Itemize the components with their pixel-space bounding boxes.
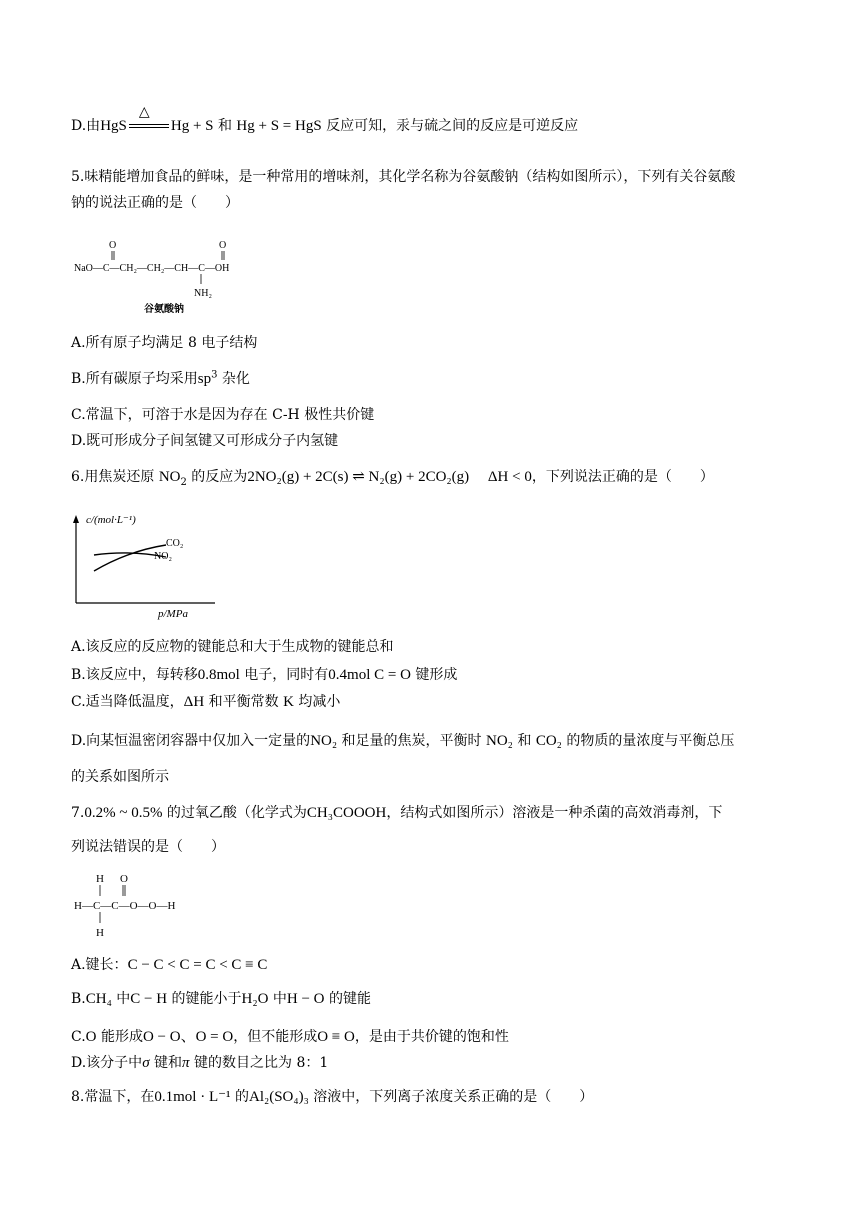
q5-option-d: D.既可形成分子间氢键又可形成分子内氢键 (71, 433, 339, 449)
svg-text:H: H (96, 873, 104, 885)
svg-text:NH₂: NH₂ (194, 288, 212, 299)
q5-option-a: A.所有原子均满足 8 电子结构 (71, 335, 258, 351)
q7-stem-line1: 7.0.2% ~ 0.5% 的过氧乙酸（化学式为CH₃COOOH，结构式如图所示）溶液是一种杀菌的高效消毒剂，下 (71, 805, 723, 821)
q7-stem-line2: 列说法错误的是（ ） (71, 839, 225, 855)
svg-text:O: O (120, 873, 128, 885)
q7-option-d: D.该分子中σ 键和π 键的数目之比为 8：1 (71, 1055, 329, 1071)
q5-option-c: C.常温下，可溶于水是因为存在 C-H 极性共价键 (71, 407, 375, 423)
q6-stem: 6.用焦炭还原 $NO_2$ 的反应为2NO₂(g) + 2C(s) ⇌ N₂(g) + 2CO₂(g) ΔH < 0，下列说法正确的是（ ） (71, 469, 714, 488)
q6-option-b: B.该反应中，每转移0.8mol 电子，同时有0.4mol C = O 键形成 (71, 667, 458, 683)
svg-text:H: H (96, 927, 104, 939)
y-axis-arrow (73, 515, 79, 523)
glutamate-structure (74, 236, 274, 316)
q7-option-a: A.键长：C − C < C = C < C ≡ C (71, 957, 268, 973)
y-axis-label: c/(mol·L⁻¹) (86, 514, 136, 526)
q4-option-d: D.由HgS △ Hg + S 和 Hg + S = HgS 反应可知，汞与硫之间的反应是可逆反应 (71, 104, 579, 134)
q6-option-d-line1: D.向某恒温密闭容器中仅加入一定量的NO₂ 和足量的焦炭，平衡时 NO₂ 和 CO₂ 的物质的量浓度与平衡总压 (71, 733, 735, 749)
concentration-pressure-chart (70, 513, 220, 621)
svg-text:O: O (219, 240, 227, 251)
q6-option-c: C.适当降低温度，ΔH 和平衡常数 K 均减小 (71, 694, 341, 710)
peracetic-acid-structure (74, 870, 204, 942)
q6-option-a: A.该反应的反应物的键能总和大于生成物的键能总和 (71, 639, 394, 655)
delta-symbol: △ (138, 104, 150, 120)
q8-stem: 8.常温下，在0.1mol · L⁻¹ 的Al₂(SO₄)₃ 溶液中，下列离子浓度关系正确的是（ ） (71, 1089, 594, 1105)
no2-label: NO₂ (154, 551, 172, 562)
q5-option-b: B.所有碳原子均采用$sp^3$ 杂化 (71, 369, 250, 387)
q7-option-b: B.CH₄ 中C − H 的键能小于H₂O 中H − O 的键能 (71, 991, 371, 1007)
svg-text:O: O (109, 240, 117, 251)
x-axis-label: p/MPa (158, 608, 188, 620)
svg-text:H—C—C—O—O—H: H—C—C—O—O—H (74, 900, 176, 912)
co2-label: CO₂ (166, 538, 184, 549)
svg-text:NaO—C—CH₂—CH₂—CH—C—OH: NaO—C—CH₂—CH₂—CH—C—OH (74, 263, 230, 274)
svg-text:谷氨酸钠: 谷氨酸钠 (144, 304, 184, 315)
q7-option-c: C.O 能形成O − O、O = O，但不能形成O ≡ O，是由于共价键的饱和性 (71, 1029, 509, 1045)
heat-arrow (127, 104, 171, 136)
q5-stem-line2: 钠的说法正确的是（ ） (71, 195, 239, 211)
q5-stem-line1: 5.味精能增加食品的鲜味，是一种常用的增味剂，其化学名称为谷氨酸钠（结构如图所示），下列有关谷氨酸 (71, 169, 736, 185)
q6-option-d-line2: 的关系如图所示 (71, 769, 169, 785)
